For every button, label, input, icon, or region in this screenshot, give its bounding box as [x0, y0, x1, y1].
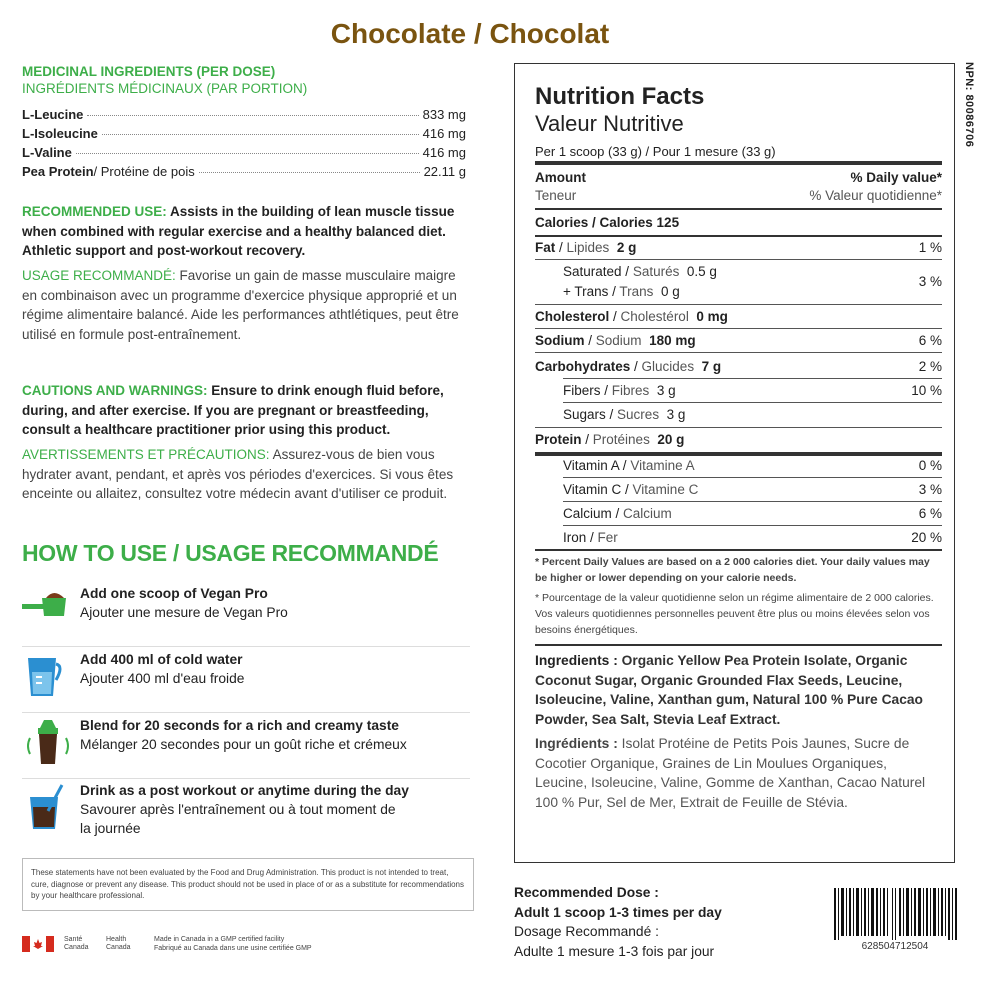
calories-value: Calories / Calories 125: [535, 215, 680, 230]
vitamin-a-label-en: Vitamin A: [563, 458, 620, 473]
sodium-label-en: Sodium: [535, 333, 585, 348]
fibre-label-en: Fibers: [563, 383, 601, 398]
recommended-use-label-fr: USAGE RECOMMANDÉ:: [22, 268, 176, 283]
cholesterol-amount: 0 mg: [696, 309, 728, 324]
trans-label-fr: Trans: [619, 284, 654, 299]
health-canada: Health Canada: [106, 936, 131, 951]
medicinal-heading-fr: INGRÉDIENTS MÉDICINAUX (PAR PORTION): [22, 81, 308, 96]
made-in-canada-en: Made in Canada in a GMP certified facility: [154, 936, 285, 943]
daily-value-footnote-en: * Percent Daily Values are based on a 2 000 calories diet. Your daily values may be higher or lower depending on your calorie needs.: [535, 556, 930, 584]
saturated-trans-dv-row: [535, 274, 942, 289]
ingredient-name: Pea Protein: [22, 164, 94, 179]
sugars-label-fr: Sucres: [617, 407, 660, 422]
step-text-en: Blend for 20 seconds for a rich and creamy taste: [80, 718, 399, 733]
calcium-row: Calcium / Calcium 6 %: [563, 506, 942, 521]
nutrition-facts-panel: [514, 63, 955, 863]
nutrition-title-en: Nutrition Facts: [535, 83, 705, 110]
ingredient-amount: 416 mg: [422, 126, 466, 141]
ingredient-name: L-Valine: [22, 145, 72, 160]
fat-dv: 1 %: [918, 240, 942, 255]
ingredients-en: [535, 651, 942, 729]
daily-value-label-en: % Daily value*: [850, 170, 942, 185]
drink-glass-icon: [22, 783, 72, 833]
canada-badges: [22, 935, 312, 953]
fibre-label-fr: Fibres: [611, 383, 650, 398]
product-flavor-title: Chocolate / Chocolat: [330, 18, 610, 49]
saturated-row: Saturated / Saturés 0.5 g: [563, 264, 717, 279]
step-text-fr: Savourer après l'entraînement ou à tout moment de la journée: [80, 802, 396, 836]
sante-canada: Santé Canada: [64, 936, 89, 951]
saturated-label-fr: Saturés: [632, 264, 680, 279]
ingredients-label-fr: Ingrédients :: [535, 736, 618, 751]
protein-label-fr: Protéines: [592, 432, 650, 447]
calcium-label-en: Calcium: [563, 506, 612, 521]
recommended-use-label: RECOMMENDED USE:: [22, 204, 167, 219]
made-in-canada: [154, 935, 312, 953]
ingredient-row: [22, 164, 466, 183]
measuring-cup-icon: [22, 652, 72, 702]
step-text-fr: Mélanger 20 secondes pour un goût riche et crémeux: [80, 737, 407, 752]
daily-value-label-fr: % Valeur quotidienne*: [809, 188, 942, 203]
ingredients-text-en: Organic Yellow Pea Protein Isolate, Organic Coconut Sugar, Organic Grounded Flax Seeds, Leucine, Isoleucine, Valine, Xanthan gum, Natural 100 % Pure Cacao Powder, Sea Salt, Stevia Leaf Extract.: [535, 653, 923, 727]
sugars-label-en: Sugars: [563, 407, 606, 422]
protein-amount: 20 g: [657, 432, 685, 447]
how-to-step: [22, 781, 470, 843]
recommended-dose: [514, 883, 722, 961]
cautions-text-fr: Assurez-vous de bien vous hydrater avant, pendant, et après vos périodes d'exercices. Si vous êtes enceinte ou allaitez, consultez votre médecin avant d'utiliser ce produit.: [22, 447, 454, 501]
canada-flag-icon: [22, 936, 54, 952]
recommended-use-fr: [22, 266, 462, 344]
protein-label-en: Protein: [535, 432, 582, 447]
vitamin-a-label-fr: Vitamine A: [630, 458, 695, 473]
step-text-fr: Ajouter une mesure de Vegan Pro: [80, 605, 288, 620]
vitamin-c-row: Vitamin C / Vitamine C 3 %: [563, 482, 942, 497]
sodium-dv: 6 %: [918, 333, 942, 348]
daily-value-footnote-fr: * Pourcentage de la valeur quotidienne selon un régime alimentaire de 2 000 calories. Vos valeurs quotidiennes personnelles peuvent être plus ou moins élevées selon vos besoins énergétiques.: [535, 592, 934, 636]
step-text-en: Drink as a post workout or anytime during the day: [80, 783, 409, 798]
saturated-amount: 0.5 g: [686, 264, 717, 279]
sodium-amount: 180 mg: [649, 333, 696, 348]
trans-amount: 0 g: [660, 284, 680, 299]
iron-row: Iron / Fer 20 %: [563, 530, 942, 545]
ingredients-text-fr: Isolat Protéine de Petits Pois Jaunes, Sucre de Cocotier Organique, Graines de Lin Moulues Organiques, Leucine, Isoleucine, Valine, Gomme de Xanthan, Cacao Naturel 100 % Pur, Sel de Mer, Extrait de Feuille de Stévia.: [535, 736, 926, 810]
vitamin-a-dv: 0 %: [918, 458, 942, 473]
amount-label-fr: Teneur: [535, 188, 577, 203]
ingredient-name: L-Isoleucine: [22, 126, 98, 141]
vitamin-c-label-en: Vitamin C: [563, 482, 622, 497]
fat-row: Fat / Lipides 2 g 1 %: [535, 240, 942, 255]
calcium-dv: 6 %: [918, 506, 942, 521]
fat-label-fr: Lipides: [566, 240, 610, 255]
sodium-label-fr: Sodium: [595, 333, 642, 348]
protein-row: Protein / Protéines 20 g: [535, 432, 685, 447]
amount-label-en: Amount: [535, 170, 586, 185]
cautions-text: Ensure to drink enough fluid before, during, and after exercise. If you are pregnant or breastfeeding, consult a healthcare practitioner prior using this product.: [22, 383, 444, 437]
medicinal-ingredients-table: [22, 107, 466, 183]
vitamin-c-dv: 3 %: [918, 482, 942, 497]
scoop-icon: [22, 586, 72, 636]
made-in-canada-fr: Fabriqué au Canada dans une usine certifiée GMP: [154, 945, 312, 952]
carbs-amount: 7 g: [701, 359, 722, 374]
step-text-en: Add one scoop of Vegan Pro: [80, 586, 268, 601]
saturated-label-en: Saturated: [563, 264, 622, 279]
barcode-number: 628504712504: [861, 941, 929, 952]
iron-label-fr: Fer: [597, 530, 618, 545]
how-to-step: [22, 584, 470, 647]
recommended-use-en: [22, 202, 462, 261]
recommended-use-text-fr: Favorise un gain de masse musculaire maigre en combinaison avec un programme d'exercice physique approprié et un régime alimentaire balancé. Aide les performances athtlétiques, peut être utilisé en formule post-entraînement.: [22, 268, 459, 342]
amount-header: [535, 170, 942, 185]
carbohydrates-row: Carbohydrates / Glucides 7 g 2 %: [535, 359, 942, 374]
how-to-use-title: HOW TO USE / USAGE RECOMMANDÉ: [22, 540, 439, 566]
trans-label-en: + Trans: [563, 284, 609, 299]
carbs-label-fr: Glucides: [641, 359, 695, 374]
recommended-use-text: Assists in the building of lean muscle tissue when combined with regular exercise and a healthy balanced diet. Athletic support and post-workout recovery.: [22, 204, 455, 258]
step-text-en: Add 400 ml of cold water: [80, 652, 243, 667]
ingredient-amount: 416 mg: [422, 145, 466, 160]
dose-label-en: Recommended Dose :: [514, 885, 659, 900]
saturated-trans-dv: 3 %: [918, 274, 942, 289]
ingredient-row: [22, 126, 466, 145]
calories-row: [535, 215, 942, 230]
fibre-dv: 10 %: [911, 383, 942, 398]
cautions-fr: [22, 445, 462, 504]
amount-header-fr: [535, 188, 942, 203]
trans-row: + Trans / Trans 0 g: [563, 284, 680, 299]
cautions-en: [22, 381, 462, 440]
ingredient-row: [22, 107, 466, 126]
vitamin-a-row: Vitamin A / Vitamine A 0 %: [563, 458, 942, 473]
barcode-icon: [832, 888, 958, 940]
serving-size: Per 1 scoop (33 g) / Pour 1 mesure (33 g): [535, 144, 776, 159]
medicinal-heading: [22, 63, 307, 97]
nutrition-title-fr: Valeur Nutritive: [535, 111, 684, 136]
carbs-label-en: Carbohydrates: [535, 359, 631, 374]
cholesterol-label-en: Cholesterol: [535, 309, 610, 324]
ingredient-amount: 833 mg: [422, 107, 466, 122]
sodium-row: Sodium / Sodium 180 mg 6 %: [535, 333, 942, 348]
sugars-row: Sugars / Sucres 3 g: [563, 407, 686, 422]
ingredient-row: [22, 145, 466, 164]
fat-amount: 2 g: [616, 240, 637, 255]
cautions-label-fr: AVERTISSEMENTS ET PRÉCAUTIONS:: [22, 447, 270, 462]
sugars-amount: 3 g: [666, 407, 686, 422]
cholesterol-label-fr: Cholestérol: [620, 309, 689, 324]
step-text-fr: Ajouter 400 ml d'eau froide: [80, 671, 245, 686]
fibre-amount: 3 g: [656, 383, 676, 398]
how-to-step: [22, 650, 470, 713]
dose-label-fr: Dosage Recommandé :: [514, 924, 659, 939]
ingredient-name: L-Leucine: [22, 107, 84, 122]
ingredient-name-fr: / Protéine de pois: [93, 164, 195, 179]
fibre-row: Fibers / Fibres 3 g 10 %: [563, 383, 942, 398]
iron-label-en: Iron: [563, 530, 587, 545]
ingredients-label-en: Ingredients :: [535, 653, 618, 668]
shaker-icon: [22, 718, 72, 768]
cautions-label: CAUTIONS AND WARNINGS:: [22, 383, 208, 398]
vitamin-c-label-fr: Vitamine C: [632, 482, 699, 497]
dose-value-en: Adult 1 scoop 1-3 times per day: [514, 904, 722, 920]
iron-dv: 20 %: [911, 530, 942, 545]
ingredient-amount: 22.11 g: [423, 164, 466, 179]
fda-disclaimer: These statements have not been evaluated by the Food and Drug Administration. This product is not intended to treat, cure, diagnose or prevent any disease. This product should not be used in place of or as a substitute for recommendations by your healthcare professional.: [22, 858, 474, 911]
cholesterol-row: Cholesterol / Cholestérol 0 mg: [535, 309, 728, 324]
how-to-step: [22, 716, 470, 779]
dose-value-fr: Adulte 1 mesure 1-3 fois par jour: [514, 943, 715, 959]
ingredients-fr: [535, 734, 942, 812]
fat-label-en: Fat: [535, 240, 556, 255]
npn-number: NPN: 80086706: [963, 62, 975, 148]
calcium-label-fr: Calcium: [623, 506, 672, 521]
carbs-dv: 2 %: [918, 359, 942, 374]
medicinal-heading-en: MEDICINAL INGREDIENTS (PER DOSE): [22, 64, 276, 79]
